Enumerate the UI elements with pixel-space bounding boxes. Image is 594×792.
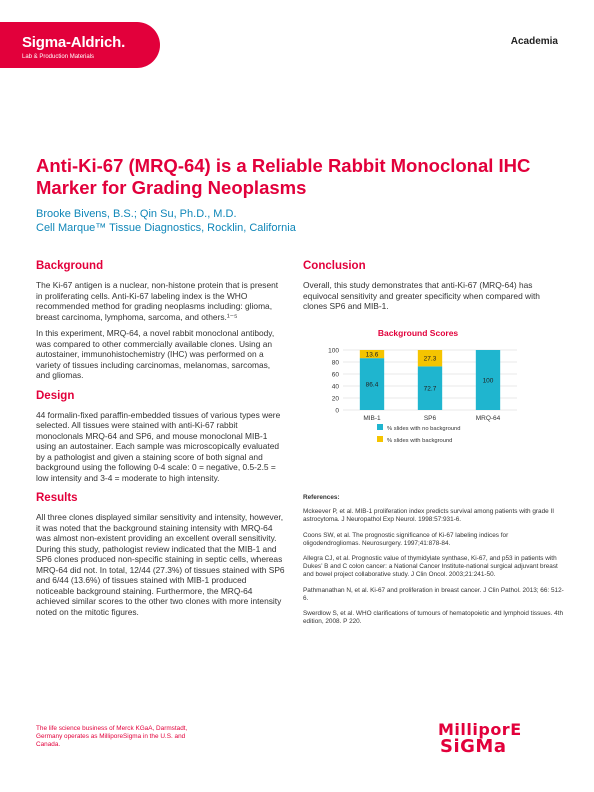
y-tick-label: 20 (331, 395, 339, 402)
legend-swatch (377, 436, 383, 442)
y-tick-label: 100 (328, 347, 339, 354)
legend-swatch (377, 424, 383, 430)
footer-disclaimer: The life science business of Merck KGaA, Darmstadt, Germany operates as MilliporeSigma in the U.S. and Canada. (36, 725, 188, 749)
y-tick-label: 80 (331, 359, 339, 366)
reference-item: Mckeever P, et al. MIB-1 proliferation index predicts survival among patients with grade II astrocytoma. J Neuropathol Exp Neurol. 1998:57:931-6. (303, 508, 555, 524)
bar-data-label: 13.6 (365, 351, 379, 359)
page-title: Anti-Ki-67 (MRQ-64) is a Reliable Rabbit Monoclonal IHC Marker for Grading Neoplasms (36, 155, 531, 198)
authors (36, 207, 556, 235)
author-names: Brooke Bivens, B.S.; Qin Su, Ph.D., M.D. (36, 208, 237, 220)
section-label: Academia (510, 36, 558, 47)
references (303, 494, 565, 633)
bar-data-label: 100 (482, 377, 494, 384)
reference-item: Pathmanathan N, et al. Ki-67 and proliferation in breast cancer. J Clin Pathol. 2013; 66: 512-6. (303, 586, 564, 602)
reference-item: Coons SW, et al. The prognostic significance of Ki-67 labeling indices for oligodendrogliomas. Neurosurgery. 1997;41:878-84. (303, 531, 509, 547)
design-paragraph: 44 formalin-fixed paraffin-embedded tissues of various types were selected. All tissues were stained with anti-Ki-67 rabbit monoclonals MRQ-64 and SP6, and mouse monoclonal MIB-1 using an autostainer. Each sample was microscopically evaluated by a pathologist and given a staining score of both signal and background using the following 0-4 scale: 0 = negative, 0.5-2.5 = low intensity and 3-4 = moderate to high intensity. (36, 409, 281, 483)
design-heading: Design (36, 389, 75, 402)
results-paragraph: All three clones displayed similar sensitivity and intensity, however, it was noted that the background staining intensity with MRQ-64 was almost non-existent providing an excellent overall sensitivity. During this study, pathologist review indicated that the MIB-1 and SP6 clones produced non-specific staining in septic cells, whereas MRQ-64 did not. In total, 12/44 (27.3%) of tissues stained with SP6 and 6/44 (13.6%) of tissues stained with MIB-1 produced noticeable background staining. Furthermore, the MRQ-64 achieved similar scores to the other two clones with more intensity noted on the mitotic figures. (36, 512, 285, 617)
y-tick-label: 60 (331, 371, 339, 378)
x-tick-label: SP6 (423, 414, 437, 422)
reference-item: Swerdlow S, et al. WHO clarifications of tumours of hematopoietic and lymphoid tissues. 4th edition, 2008. P 220. (303, 610, 564, 626)
results-heading: Results (36, 492, 78, 504)
sigma-aldrich-logo (0, 22, 160, 68)
conclusion-heading: Conclusion (303, 260, 366, 272)
references-heading: References: (303, 494, 340, 501)
right-column (303, 259, 561, 464)
chart-title: Background Scores (377, 327, 459, 338)
background-scores-chart (303, 326, 523, 464)
conclusion-paragraph: Overall, this study demonstrates that anti-Ki-67 (MRQ-64) has equivocal sensitivity and greater specificity when compared with clones SP6 and MIB-1. (303, 280, 540, 311)
author-affiliation: Cell Marque™ Tissue Diagnostics, Rocklin, California (36, 222, 296, 234)
logo-line-1: MilliporE (438, 720, 522, 739)
y-tick-label: 40 (331, 383, 339, 390)
background-paragraph-2: In this experiment, MRQ-64, a novel rabbit monoclonal antibody, was compared to other commercially available clones. Using an autostainer, immunohistochemistry (IHC) was performed on a variety of tissues including carcinomas, melanomas, sarcomas, and gliomas. (36, 328, 275, 380)
bar-data-label: 27.3 (423, 355, 437, 363)
background-heading: Background (36, 260, 104, 272)
bar-data-label: 72.7 (423, 385, 437, 393)
logo-line-2: SiGMa (440, 736, 507, 757)
reference-item: Allegra CJ, et al. Prognostic value of thymidylate synthase, Ki-67, and p53 in patients with Dukes’ B and C colon cancer: a National Cancer Institute-national surgical adjuvant breast and bowel project collaborative study. J Clin Oncol. 2003;21:241-50. (303, 555, 558, 579)
x-tick-label: MRQ-64 (475, 414, 501, 422)
legend-label: % slides with background (387, 437, 453, 444)
logo-name: Sigma-Aldrich. (22, 34, 126, 51)
x-tick-label: MIB-1 (363, 414, 381, 422)
background-paragraph-1: The Ki-67 antigen is a nuclear, non-histone protein that is present in proliferating cells. Anti-Ki-67 labeling index is the WHO recommended method for grading neoplasms including: glioma, breast carcinoma, lymphoma, sarcoma, and others.¹⁻⁵ (36, 280, 279, 322)
logo-tagline: Lab & Production Materials (22, 54, 95, 60)
milliporesigma-logo (438, 721, 560, 765)
legend-label: % slides with no background (387, 425, 461, 432)
bar-data-label: 86.4 (365, 381, 379, 389)
chart-svg (303, 326, 523, 464)
left-column (36, 259, 286, 623)
y-tick-label: 0 (335, 407, 339, 414)
